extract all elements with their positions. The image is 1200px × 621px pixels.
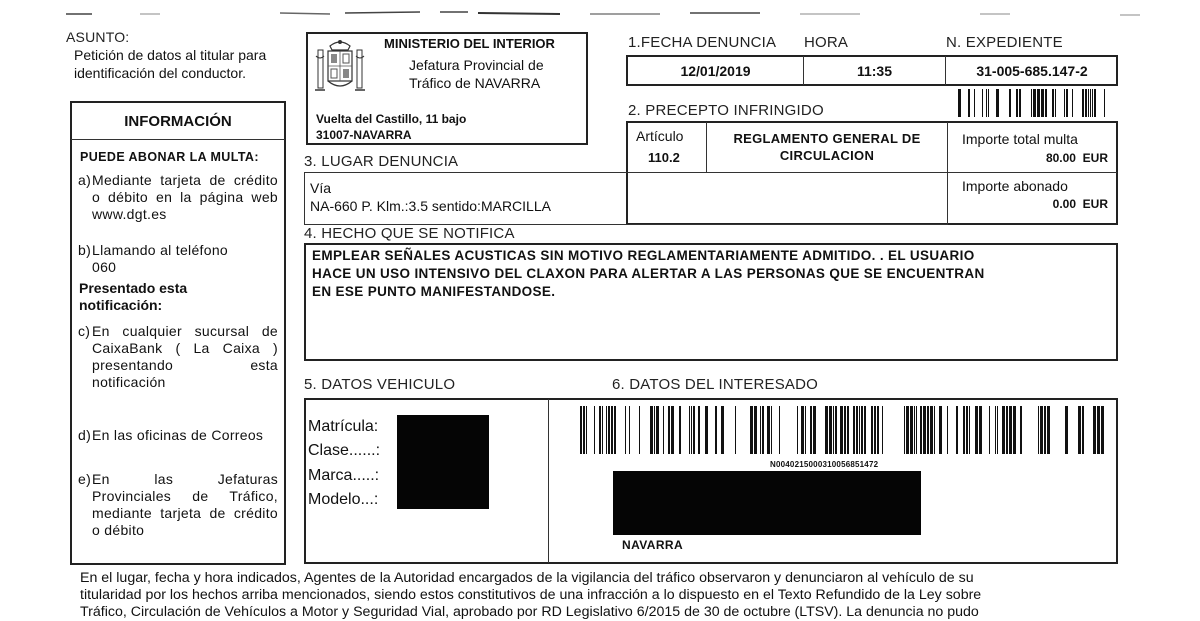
reglamento-line2: CIRCULACION [779, 148, 875, 163]
vehiculo-divider [548, 399, 549, 563]
interesado-code: N0040215000310056851472 [770, 460, 879, 469]
precepto-label: 2. PRECEPTO INFRINGIDO [628, 102, 824, 119]
pay-option-a-key: a) [78, 172, 92, 188]
pay-option-d [78, 427, 278, 463]
precepto-divider-b [947, 122, 948, 224]
interesado-redaction [613, 471, 921, 535]
articulo-value: 110.2 [648, 150, 680, 165]
presented-title: Presentado esta notificación: [79, 280, 188, 313]
importe-total-label: Importe total multa [962, 131, 1078, 147]
importe-abonado-value: 0.00 EUR [1052, 197, 1108, 211]
via-value: NA-660 P. Klm.:3.5 sentido:MARCILLA [310, 198, 551, 214]
matricula-label: Matrícula: [308, 418, 379, 435]
pay-option-c [78, 323, 278, 395]
pay-option-b-text: Llamando al teléfono 060 [92, 242, 228, 275]
hora-label: HORA [804, 34, 849, 51]
lugar-box-left [304, 172, 305, 225]
ministry-address-line1: Vuelta del Castillo, 11 bajo [316, 112, 467, 126]
interesado-barcode [570, 406, 1108, 454]
hora-value: 11:35 [856, 63, 893, 79]
ministry-address-line2: 31007-NAVARRA [316, 128, 412, 142]
modelo-label: Modelo...: [308, 491, 379, 508]
pay-option-a-text: Mediante tarjeta de crédito o débito en la página web www.dgt.es [92, 172, 278, 222]
info-title: INFORMACIÓN [124, 113, 232, 130]
lugar-top-line [304, 172, 948, 173]
importe-total-value: 80.00 EUR [1045, 151, 1108, 165]
footer-line1: En el lugar, fecha y hora indicados, Agentes de la Autoridad encargados de la vigilancia del tráfico observaron y denunciaron al vehículo de su [80, 570, 974, 586]
pay-option-d-key: d) [78, 427, 92, 443]
importe-abonado-label: Importe abonado [962, 178, 1068, 194]
asunto-text: Petición de datos al titular para identificación del conductor. [74, 47, 267, 81]
pay-option-a [78, 172, 278, 228]
info-title-divider [71, 139, 285, 140]
footer-line2: titularidad por los hechos arriba mencionados, siendo estos constitutivos de una infracción a lo dispuesto en el Texto Refundido de la Ley sobre [80, 587, 982, 603]
crest-icon [312, 36, 368, 98]
fecha-label: 1.FECHA DENUNCIA [628, 34, 777, 51]
pay-title: PUEDE ABONAR LA MULTA: [80, 150, 259, 164]
expediente-barcode [958, 89, 1110, 117]
via-label: Vía [310, 180, 332, 196]
ministry-office-line1: Jefatura Provincial de [409, 57, 544, 73]
footer-line3: Tráfico, Circulación de Vehículos a Motor y Seguridad Vial, aprobado por RD Legislativo 6/2015 de 30 de octubre (LTSV). La denuncia no pudo [80, 604, 979, 620]
pay-option-d-text: En las oficinas de Correos [92, 427, 264, 443]
ministry-name: MINISTERIO DEL INTERIOR [384, 36, 555, 51]
pay-option-e-text: En las Jefaturas Provinciales de Tráfico, mediante tarjeta de crédito o débito [92, 471, 278, 538]
hecho-label: 4. HECHO QUE SE NOTIFICA [304, 225, 515, 242]
expediente-label: N. EXPEDIENTE [946, 34, 1063, 51]
pay-option-b [78, 242, 278, 278]
hecho-line1: EMPLEAR SEÑALES ACUSTICAS SIN MOTIVO REGLAMENTARIAMENTE ADMITIDO. . EL USUARIO [312, 248, 975, 263]
interesado-label: 6. DATOS DEL INTERESADO [612, 376, 819, 393]
vehiculo-redaction [397, 415, 489, 509]
interesado-province: NAVARRA [622, 538, 684, 552]
pay-option-b-key: b) [78, 242, 92, 258]
articulo-label: Artículo [636, 128, 684, 144]
fecha-value: 12/01/2019 [680, 63, 751, 79]
lugar-label: 3. LUGAR DENUNCIA [304, 153, 459, 170]
hecho-line2: HACE UN USO INTENSIVO DEL CLAXON PARA ALERTAR A LAS PERSONAS QUE SE ENCUENTRAN [312, 266, 985, 281]
scan-edge-marks [0, 0, 1200, 24]
pay-option-e-key: e) [78, 471, 92, 487]
clase-label: Clase......: [308, 442, 381, 459]
asunto-label: ASUNTO: [66, 29, 130, 45]
expediente-value: 31-005-685.147-2 [976, 63, 1088, 79]
pay-option-c-key: c) [78, 323, 91, 339]
precepto-divider-h [948, 172, 1117, 173]
hecho-line3: EN ESE PUNTO MANIFESTANDOSE. [312, 284, 556, 299]
pay-option-c-text: En cualquier sucursal de CaixaBank ( La Caixa ) presentando esta notificación [92, 323, 278, 390]
vehiculo-label: 5. DATOS VEHICULO [304, 376, 456, 393]
pay-option-e [78, 471, 278, 543]
reglamento-line1: REGLAMENTO GENERAL DE [733, 131, 921, 146]
precepto-divider-a [706, 122, 707, 172]
marca-label: Marca.....: [308, 467, 380, 484]
ministry-office-line2: Tráfico de NAVARRA [409, 75, 541, 91]
